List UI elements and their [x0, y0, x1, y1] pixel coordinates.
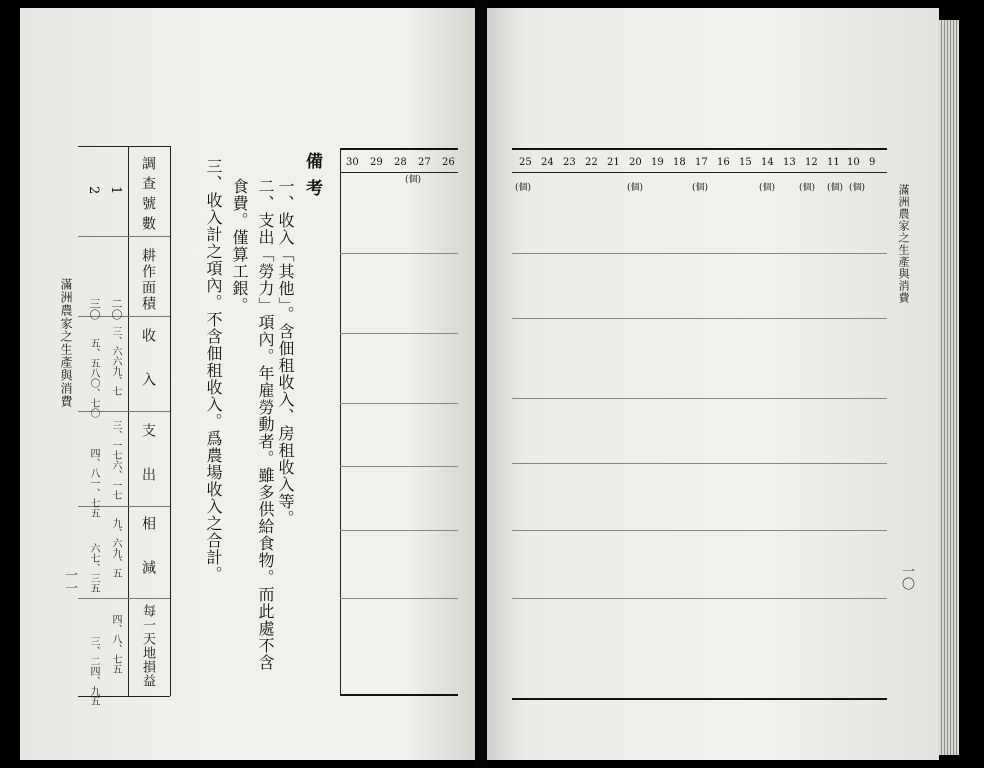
unit-label: (個): [627, 183, 644, 193]
row-number: 17: [695, 157, 708, 168]
row1-expense: 三、一七六、一七: [110, 420, 121, 500]
page-edge-stack: [939, 20, 959, 755]
book-spine: [475, 0, 487, 768]
row-number: 30: [346, 157, 359, 168]
row-number: 16: [717, 157, 730, 168]
row1-area: 二〇: [110, 298, 123, 320]
row-number: 13: [783, 157, 796, 168]
row1-no: 1: [108, 186, 123, 195]
unit-label: (個): [692, 183, 709, 193]
notes-title: 備考: [302, 152, 322, 206]
row2-diff: 六七、三五: [88, 543, 99, 593]
row2-income: 五、五八〇、七〇: [88, 338, 99, 418]
row-number: 9: [869, 157, 876, 168]
row-number: 15: [739, 157, 752, 168]
row1-per-day: 四、八、七五: [110, 614, 121, 674]
row-number: 14: [761, 157, 774, 168]
row-number: 23: [563, 157, 576, 168]
note-3: 三、收入計之項內。不含佃租收入。爲農場收入之合計。: [204, 158, 223, 583]
right-running-header: 滿洲農家之生產與消費: [897, 184, 910, 304]
row-number: 24: [541, 157, 554, 168]
row1-income: 三、六六九、七: [110, 326, 121, 396]
row-number: 28: [394, 157, 407, 168]
row-number: 19: [651, 157, 664, 168]
row-number: 21: [607, 157, 620, 168]
row2-area: 三〇: [88, 298, 101, 320]
header-per-day: 每一天地損益: [140, 604, 155, 688]
right-page: [487, 8, 939, 760]
row-number: 25: [519, 157, 532, 168]
left-page: [20, 8, 475, 760]
header-survey-no: 調查號數: [140, 156, 156, 236]
left-running-header: 滿洲農家之生產與消費: [59, 278, 73, 408]
row-number: 26: [442, 157, 455, 168]
row2-no: 2: [86, 186, 101, 195]
row-number: 20: [629, 157, 642, 168]
unit-label: (個): [799, 183, 816, 193]
row2-expense: 四、八一、七五: [88, 448, 99, 518]
row1-diff: 九、六九、五: [110, 518, 121, 578]
row-number: 12: [805, 157, 818, 168]
row-number: 29: [370, 157, 383, 168]
unit-label: (個): [827, 183, 844, 193]
row-number: 10: [847, 157, 860, 168]
unit-label: (個): [849, 183, 866, 193]
unit-label: (個): [405, 175, 422, 185]
note-2: 二、支出「勞力」項內。年雇勞動者。雖多供給食物。而此處不含食費。僅算工銀。: [230, 178, 275, 671]
row-number: 11: [827, 157, 840, 168]
row-number: 27: [418, 157, 431, 168]
note-1: 一、收入「其他」。含佃租收入、房租收入等。: [276, 178, 295, 527]
header-area: 耕作面積: [140, 248, 156, 312]
row-number: 22: [585, 157, 598, 168]
row-number: 18: [673, 157, 686, 168]
header-expense: 支出: [140, 423, 156, 511]
row2-per-day: 三、二四、九五: [88, 636, 99, 706]
left-page-number: 一一: [62, 568, 77, 594]
header-diff: 相減: [140, 516, 156, 604]
unit-label: (個): [759, 183, 776, 193]
right-page-number: 一〇: [899, 564, 914, 590]
unit-label: (個): [515, 183, 532, 193]
header-income: 收入: [140, 328, 156, 416]
